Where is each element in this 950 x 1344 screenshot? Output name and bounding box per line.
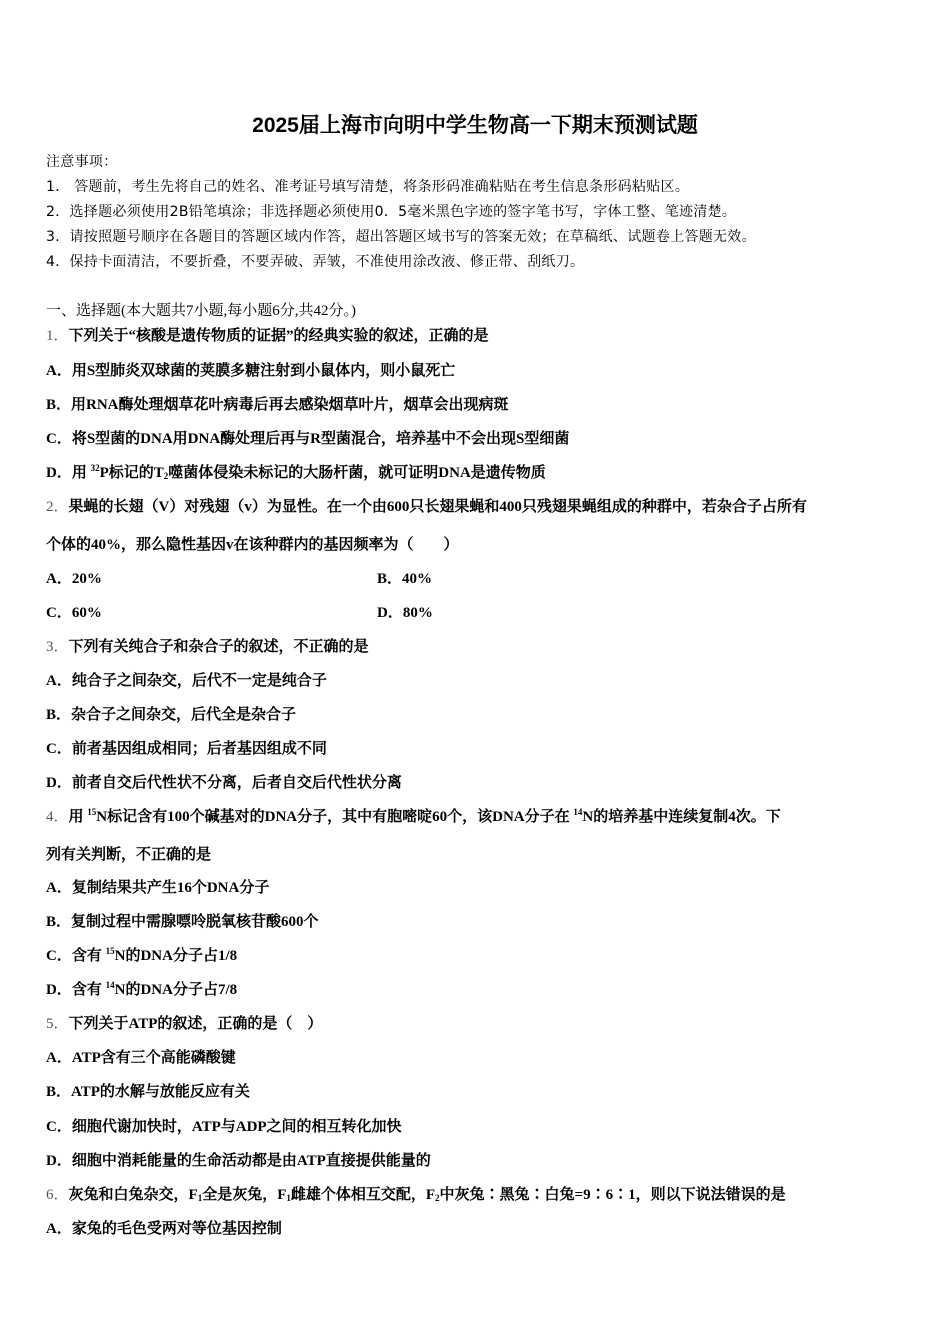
- option-text: 40%: [402, 571, 433, 587]
- option-letter: D．: [377, 605, 403, 621]
- option-letter: C．: [46, 948, 72, 964]
- option-text: 60%: [71, 605, 102, 621]
- q3-option-b[interactable]: [46, 705, 296, 725]
- option-text: 80%: [402, 605, 433, 621]
- notice-item-1: 1． 答题前，考生先将自己的姓名、准考证号填写清楚，将条形码准确粘贴在考生信息条形码粘贴区。: [46, 179, 690, 195]
- question-number: 6．: [46, 1187, 69, 1203]
- question-number: 4．: [46, 809, 69, 825]
- question-text: 下列有关纯合子和杂合子的叙述，不正确的是: [68, 639, 369, 655]
- option-text: 细胞代谢加快时，ATP与ADP之间的相互转化加快: [71, 1119, 402, 1135]
- option-letter: A．: [46, 1221, 72, 1237]
- question-number: 5．: [46, 1016, 69, 1032]
- q4-option-c[interactable]: [46, 946, 237, 966]
- option-letter: B．: [377, 571, 403, 587]
- option-letter: A．: [46, 571, 72, 587]
- option-letter: B．: [46, 707, 72, 723]
- question-1-stem: [46, 326, 489, 346]
- notice-item-3: 3．请按照题号顺序在各题目的答题区域内作答，超出答题区域书写的答案无效；在草稿纸、试题卷上答题无效。: [46, 229, 756, 245]
- option-text: 前者自交后代性状不分离，后者自交后代性状分离: [71, 775, 402, 791]
- option-text: ATP含有三个高能磷酸键: [71, 1050, 236, 1066]
- question-text: 灰兔和白兔杂交，$F_1$全是灰兔，$F_1$雌雄个体相互交配，$F_2$中灰兔∶黑兔∶白兔=9∶6∶1，则以下说法错误的是: [68, 1187, 786, 1203]
- notice-item-2: 2．选择题必须使用2B铅笔填涂；非选择题必须使用0．5毫米黑色字迹的签字笔书写，字体工整、笔迹清楚。: [46, 204, 737, 220]
- question-2-stem-line2: 个体的40%，那么隐性基因v在该种群内的基因频率为（ ）: [46, 537, 459, 553]
- question-2-stem: [46, 497, 807, 517]
- option-text: 前者基因组成相同；后者基因组成不同: [71, 741, 327, 757]
- option-letter: A．: [46, 880, 72, 896]
- q3-option-a[interactable]: [46, 671, 327, 691]
- option-text: 家兔的毛色受两对等位基因控制: [71, 1221, 282, 1237]
- section-heading: 一、选择题(本大题共7小题,每小题6分,共42分。): [46, 303, 356, 319]
- question-4-stem-line2: 列有关判断，不正确的是: [46, 847, 212, 863]
- q2-option-d[interactable]: [377, 603, 433, 623]
- q1-option-a[interactable]: [46, 361, 455, 381]
- q1-option-d[interactable]: [46, 463, 546, 483]
- question-text: 用 $^{15}$N标记含有100个碱基对的DNA分子，其中有胞嘧啶60个，该DNA分子在 $^{14}$N的培养基中连续复制4次。下: [68, 807, 781, 825]
- option-text: 将S型菌的DNA用DNA酶处理后再与R型菌混合，培养基中不会出现S型细菌: [71, 431, 570, 447]
- option-text: 细胞中消耗能量的生命活动都是由ATP直接提供能量的: [71, 1153, 431, 1169]
- option-letter: D．: [46, 982, 72, 998]
- option-letter: C．: [46, 741, 72, 757]
- notice-heading: 注意事项：: [46, 154, 118, 170]
- q4-option-d[interactable]: [46, 980, 237, 1000]
- question-text: 下列关于“核酸是遗传物质的证据”的经典实验的叙述，正确的是: [68, 328, 489, 344]
- option-text: 复制结果共产生16个DNA分子: [71, 880, 270, 896]
- option-letter: D．: [46, 1153, 72, 1169]
- q2-option-c[interactable]: [46, 603, 102, 623]
- q4-option-a[interactable]: [46, 878, 269, 898]
- q3-option-c[interactable]: [46, 739, 327, 759]
- option-letter: B．: [46, 1084, 72, 1100]
- question-number: 1．: [46, 328, 69, 344]
- notice-item-4: 4．保持卡面清洁，不要折叠，不要弄破、弄皱，不准使用涂改液、修正带、刮纸刀。: [46, 254, 585, 270]
- option-letter: A．: [46, 363, 72, 379]
- option-text: 用RNA酶处理烟草花叶病毒后再去感染烟草叶片，烟草会出现病斑: [71, 397, 509, 413]
- option-text: 用S型肺炎双球菌的荚膜多糖注射到小鼠体内，则小鼠死亡: [71, 363, 456, 379]
- option-letter: C．: [46, 431, 72, 447]
- q1-option-b[interactable]: [46, 395, 509, 415]
- q2-option-b[interactable]: [377, 569, 432, 589]
- option-text: 含有 $^{14}$N的DNA分子占7/8: [71, 980, 238, 998]
- option-text: ATP的水解与放能反应有关: [71, 1084, 250, 1100]
- question-number: 2．: [46, 499, 69, 515]
- option-letter: A．: [46, 1050, 72, 1066]
- question-5-stem: [46, 1014, 322, 1034]
- question-text: 果蝇的长翅（V）对残翅（v）为显性。在一个由600只长翅果蝇和400只残翅果蝇组成的种群中，若杂合子占所有: [68, 499, 807, 515]
- option-letter: D．: [46, 465, 72, 481]
- q3-option-d[interactable]: [46, 773, 402, 793]
- option-text: 杂合子之间杂交，后代全是杂合子: [71, 707, 297, 723]
- question-text: 下列关于ATP的叙述，正确的是（ ）: [68, 1016, 323, 1032]
- option-text: 含有 $^{15}$N的DNA分子占1/8: [71, 946, 238, 964]
- q4-option-b[interactable]: [46, 912, 319, 932]
- page-title: 2025届上海市向明中学生物高一下期末预测试题: [252, 114, 698, 137]
- q5-option-a[interactable]: [46, 1048, 236, 1068]
- option-text: 用 $^{32}$P标记的$T_2$噬菌体侵染未标记的大肠杆菌，就可证明DNA是遗传物质: [71, 463, 546, 481]
- option-letter: C．: [46, 1119, 72, 1135]
- option-text: 复制过程中需腺嘌呤脱氧核苷酸600个: [71, 914, 319, 930]
- q2-option-a[interactable]: [46, 569, 102, 589]
- q5-option-d[interactable]: [46, 1151, 431, 1171]
- option-letter: B．: [46, 914, 72, 930]
- q1-option-c[interactable]: [46, 429, 569, 449]
- option-text: 20%: [71, 571, 102, 587]
- question-number: 3．: [46, 639, 69, 655]
- question-4-stem: [46, 807, 781, 827]
- option-text: 纯合子之间杂交，后代不一定是纯合子: [71, 673, 327, 689]
- q5-option-b[interactable]: [46, 1082, 250, 1102]
- question-6-stem: [46, 1185, 786, 1205]
- option-letter: A．: [46, 673, 72, 689]
- option-letter: C．: [46, 605, 72, 621]
- question-3-stem: [46, 637, 369, 657]
- q5-option-c[interactable]: [46, 1117, 402, 1137]
- q6-option-a[interactable]: [46, 1219, 282, 1239]
- option-letter: D．: [46, 775, 72, 791]
- option-letter: B．: [46, 397, 72, 413]
